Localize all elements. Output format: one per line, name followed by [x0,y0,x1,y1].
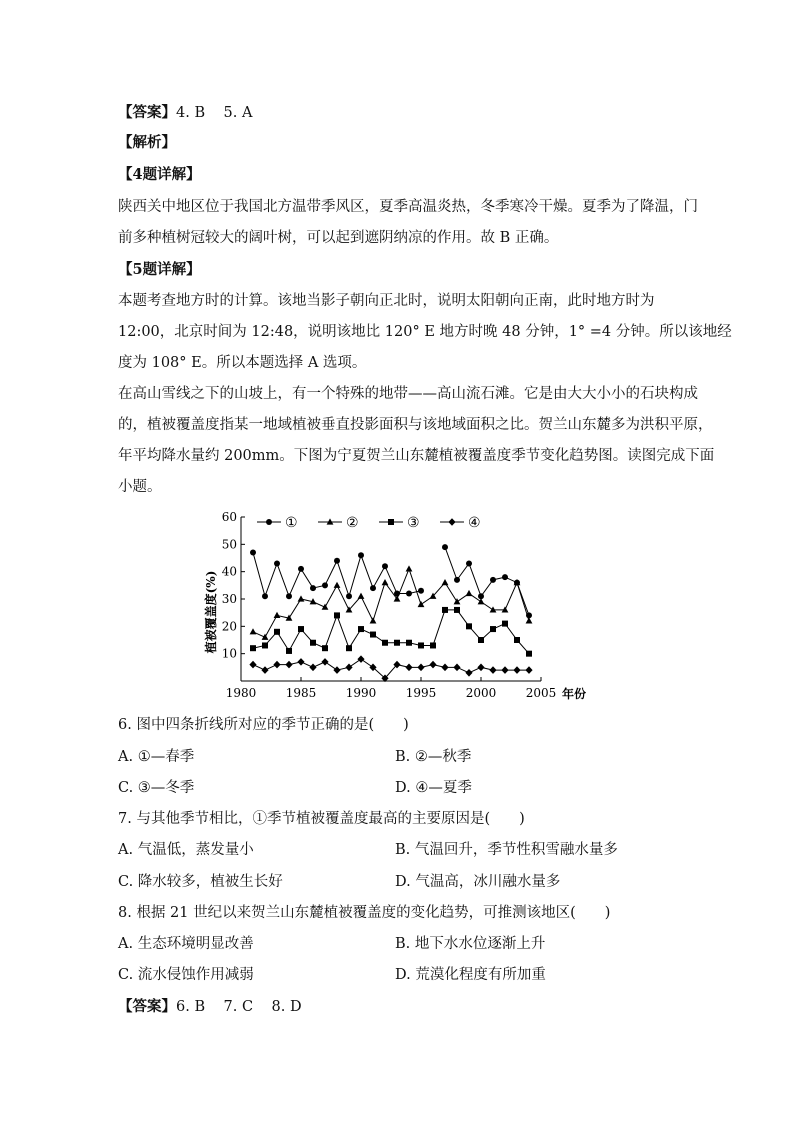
data-point-series-3 [466,623,472,629]
q5-line: 12:00，北京时间为 12:48，说明该地比 120° E 地方时晚 48 分钟，1° =4 分钟。所以该地经 [118,324,732,340]
intro-line: 年平均降水量约 200mm。下图为宁夏贺兰山东麓植被覆盖度季节变化趋势图。读图完成下面 [118,448,715,464]
data-point-series-1 [358,552,364,558]
q8-option-a[interactable]: A. 生态环境明显改善 [118,936,254,952]
data-point-series-4 [525,666,532,674]
q5-heading: 【5题详解】 [118,261,201,278]
q6-option-d[interactable]: D. ④—夏季 [395,780,472,796]
q5-line: 本题考查地方时的计算。该地当影子朝向正北时，说明太阳朝向正南，此时地方时为 [118,293,655,309]
data-point-series-4 [357,655,364,663]
data-point-series-4 [477,664,484,672]
data-point-series-2 [274,612,281,618]
q6-option-c[interactable]: C. ③—冬季 [118,780,195,796]
q7-option-b[interactable]: B. 气温回升，季节性积雪融水量多 [395,842,618,858]
y-tick-label: 20 [221,619,237,634]
q8-option-d[interactable]: D. 荒漠化程度有所加重 [395,967,546,983]
q4-line: 前多种植树冠较大的阔叶树，可以起到遮阴纳凉的作用。故 B 正确。 [118,230,559,246]
intro-line: 小题。 [118,479,162,495]
chart-legend [257,515,481,531]
answer-line-2 [118,997,302,1017]
data-point-series-3 [250,645,256,651]
data-point-series-4 [285,661,292,669]
q7-stem: 7. 与其他季节相比，①季节植被覆盖度最高的主要原因是( ) [118,811,525,827]
intro-line: 在高山雪线之下的山坡上，有一个特殊的地带——高山流石滩。它是由大大小小的石块构成 [118,386,698,402]
data-point-series-4 [321,658,328,666]
data-point-series-3 [478,637,484,643]
q4-heading: 【4题详解】 [118,166,201,183]
data-point-series-4 [429,661,436,669]
data-point-series-3 [286,648,292,654]
data-point-series-4 [273,661,280,669]
data-point-series-2 [262,634,269,640]
x-tick-label: 1980 [225,686,257,700]
legend-marker [388,519,394,525]
x-tick-label: 1995 [405,686,437,700]
data-point-series-4 [417,664,424,672]
data-point-series-3 [418,642,424,648]
data-point-series-3 [454,607,460,613]
x-tick-label: 1990 [345,686,377,700]
data-point-series-1 [418,588,424,594]
q7-option-c[interactable]: C. 降水较多，植被生长好 [118,874,283,890]
data-point-series-3 [394,640,400,646]
data-point-series-4 [465,669,472,677]
answer-label: 【答案】 [118,998,176,1015]
data-point-series-1 [466,560,472,566]
data-point-series-3 [322,645,328,651]
series-line-3 [253,610,529,654]
q6-stem: 6. 图中四条折线所对应的季节正确的是( ) [118,717,409,733]
data-point-series-3 [490,626,496,632]
data-point-series-3 [526,651,532,657]
data-point-series-1 [310,585,316,591]
data-point-series-3 [430,642,436,648]
data-point-series-1 [406,591,412,597]
q8-stem: 8. 根据 21 世纪以来贺兰山东麓植被覆盖度的变化趋势，可推测该地区( ) [118,905,611,921]
data-point-series-1 [490,577,496,583]
answer-text: 6. B 7. C 8. D [176,999,302,1015]
series-line-4 [253,659,529,678]
q8-option-c[interactable]: C. 流水侵蚀作用减弱 [118,967,254,983]
answer-text: 4. B 5. A [176,105,253,121]
legend-label: ④ [468,515,481,531]
data-point-series-4 [261,666,268,674]
legend-marker [266,519,272,525]
data-point-series-3 [502,621,508,627]
data-point-series-1 [382,563,388,569]
data-point-series-3 [370,632,376,638]
analysis-heading: 【解析】 [118,134,176,151]
q7-option-d[interactable]: D. 气温高，冰川融水量多 [395,874,561,890]
data-point-series-3 [346,645,352,651]
data-point-series-4 [453,664,460,672]
data-point-series-1 [322,582,328,588]
data-point-series-4 [513,666,520,674]
answer-label: 【答案】 [118,104,176,121]
q7-option-a[interactable]: A. 气温低，蒸发量小 [118,842,254,858]
data-point-series-4 [405,664,412,672]
x-tick-label: 2000 [465,686,497,700]
answer-line-1 [118,103,252,123]
data-point-series-1 [502,574,508,580]
data-point-series-1 [334,558,340,564]
legend-label: ③ [407,515,420,531]
data-point-series-4 [345,664,352,672]
data-point-series-2 [418,601,425,607]
q5-explanation [118,286,732,379]
data-point-series-3 [514,637,520,643]
data-point-series-2 [334,582,341,588]
data-point-series-4 [249,661,256,669]
data-point-series-1 [346,593,352,599]
x-axis-label: 年份 [562,687,587,701]
data-point-series-3 [334,612,340,618]
data-point-series-3 [442,607,448,613]
data-point-series-3 [382,640,388,646]
data-point-series-2 [250,628,257,634]
data-point-series-2 [442,579,449,585]
data-point-series-2 [478,598,485,604]
vegetation-coverage-chart [196,507,596,707]
data-point-series-4 [501,666,508,674]
intro-paragraph [118,379,715,503]
data-point-series-1 [262,593,268,599]
data-point-series-1 [286,593,292,599]
data-point-series-2 [370,617,377,623]
data-point-series-1 [250,550,256,556]
q4-line: 陕西关中地区位于我国北方温带季风区，夏季高温炎热，冬季寒冷干燥。夏季为了降温，门 [118,199,698,215]
data-point-series-2 [406,565,413,571]
y-tick-label: 60 [221,510,237,524]
data-point-series-3 [298,626,304,632]
data-point-series-2 [526,617,533,623]
data-point-series-1 [370,585,376,591]
data-point-series-1 [274,560,280,566]
x-tick-label: 1985 [285,686,317,700]
legend-label: ② [346,515,359,531]
data-point-series-3 [262,642,268,648]
y-tick-label: 30 [221,592,237,606]
y-tick-label: 40 [221,564,237,579]
y-tick-label: 50 [221,537,237,552]
y-axis-label: 植被覆盖度(%) [204,570,218,654]
data-point-series-3 [358,626,364,632]
data-point-series-1 [454,577,460,583]
legend-marker [448,518,455,526]
data-point-series-2 [298,595,305,601]
data-point-series-4 [309,664,316,672]
q6-option-b[interactable]: B. ②—秋季 [395,749,472,765]
chart-plot-area [249,544,532,682]
data-point-series-4 [441,664,448,672]
data-point-series-2 [382,579,389,585]
data-point-series-2 [466,590,473,596]
data-point-series-3 [310,640,316,646]
legend-label: ① [285,515,298,531]
data-point-series-2 [358,593,365,599]
q4-explanation [118,192,698,254]
data-point-series-2 [322,604,329,610]
data-point-series-4 [297,658,304,666]
q5-line: 度为 108° E。所以本题选择 A 选项。 [118,355,367,371]
data-point-series-3 [274,629,280,635]
x-tick-label: 2005 [525,686,557,700]
q8-option-b[interactable]: B. 地下水水位逐渐上升 [395,936,546,952]
data-point-series-4 [333,666,340,674]
data-point-series-1 [442,544,448,550]
intro-line: 的，植被覆盖度指某一地域植被垂直投影面积与该地域面积之比。贺兰山东麓多为洪积平原， [118,417,713,433]
q6-option-a[interactable]: A. ①—春季 [118,749,195,765]
data-point-series-1 [298,566,304,572]
data-point-series-3 [406,640,412,646]
y-tick-label: 10 [221,646,237,661]
data-point-series-4 [489,666,496,674]
data-point-series-2 [454,598,461,604]
